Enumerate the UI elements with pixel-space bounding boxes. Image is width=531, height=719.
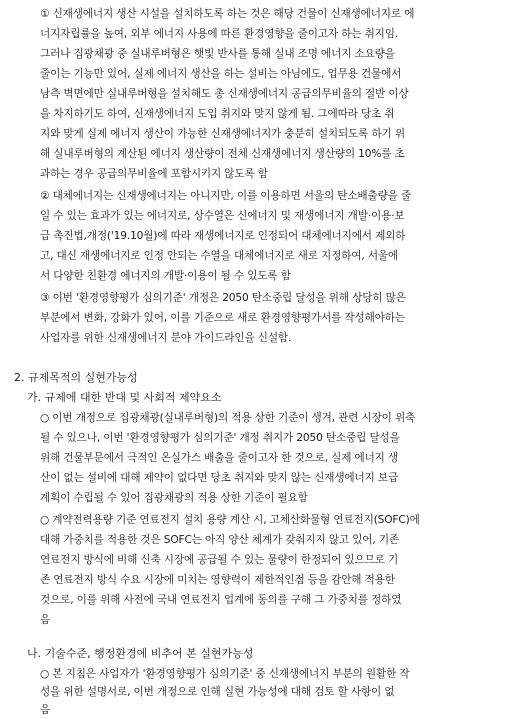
item1-line-2: 너지자립률을 높여, 외부 에너지 사용에 따른 환경영향을 줄이고자 하는 취지임. (40, 28, 399, 40)
item2-line-1: ② 대체에너지는 신재생에너지는 아니지만, 이를 이용하면 서울의 탄소배출량을 줄 (40, 190, 412, 202)
item1-line-8: 해 실내루버형의 계산된 에너지 생산량이 전체 신재생에너지 생산량의 10%를 초 (40, 148, 405, 160)
item3-line-1: ③ 이번 '환경영향평가 심의기준' 개정은 2050 탄소중립 달성을 위해 상당히 많은 (40, 292, 406, 304)
item3-line-3: 사업자를 위한 신재생에너지 분야 가이드라인을 신설함. (40, 332, 292, 344)
subsection-b-title: 나. 기술수준, 행정환경에 비추어 본 실현가능성 (27, 647, 254, 660)
sub-b-bullet1-line-1: ○ 본 지침은 사업자가 '환경영향평가 심의기준' 중 신재생에너지 부분의 원활한 작 (40, 668, 410, 680)
sub-b-bullet1-line-2: 성을 위한 설명서로, 이번 개정으로 인해 실현 가능성에 대해 검토 할 사항이 없 (40, 686, 395, 698)
sub-a-bullet2-line-3: 연료전지 방식에 비해 신축 시장에 공급될 수 있는 물량이 한정되어 있으므로 기 (40, 554, 399, 566)
item2-line-5: 서 다양한 친환경 에너지의 개발·이용이 될 수 있도록 함 (40, 270, 291, 282)
subsection-a-title: 가. 규제에 대한 반대 및 사회적 제약요소 (27, 391, 222, 404)
sub-a-bullet1-line-1: ○ 이번 개정으로 집광채광(실내루버형)의 적용 상한 기준이 생겨, 관련 시장이 위축 (40, 412, 416, 424)
item1-line-9: 과하는 경우 공급의무비율에 포함시키지 않도록 함 (40, 168, 268, 180)
sub-a-bullet2-line-5: 것으로, 이를 위해 사전에 국내 연료전지 업계에 동의를 구해 그 가중치를 정하였 (40, 594, 402, 606)
item1-line-5: 남측 벽면에만 실내루버형을 설치해도 총 신재생에너지 공급의무비율의 절반 이상 (40, 88, 409, 100)
item1-line-6: 을 차지하기도 하여, 신재생에너지 도입 취지와 맞지 않게 됨. 그에따라 당초 취 (40, 108, 395, 120)
item1-line-4: 줄이는 기능만 있어, 실제 에너지 생산을 하는 설비는 아님에도, 업무용 건물에서 (40, 68, 402, 80)
section2-title: 2. 규제목적의 실현가능성 (14, 371, 138, 384)
sub-a-bullet1-line-3: 위해 건물부문에서 극적인 온실가스 배출을 줄이고자 한 것으로, 실제 에너지 생 (40, 452, 399, 464)
sub-a-bullet1-line-4: 산이 없는 설비에 대해 제약이 없다면 당초 취지와 맞지 않는 신재생에너지 보급 (40, 472, 399, 484)
item2-line-3: 급 촉진법,개정('19.10월)에 따라 재생에너지로 인정되어 대체에너지에서 제외하 (40, 230, 406, 242)
item1-line-7: 지와 맞게 실제 에너지 생산이 가능한 신재생에너지가 충분히 설치되도록 하기 위 (40, 128, 405, 140)
sub-a-bullet1-line-2: 될 수 있으나, 이번 '환경영향평가 심의기준' 개정 취지가 2050 탄소중립 달성을 (40, 432, 400, 444)
sub-a-bullet2-line-1: ○ 계약전력용량 기준 연료전지 설치 용량 계산 시, 고체산화물형 연료전지(SOFC)에 (40, 514, 420, 526)
item2-line-2: 일 수 있는 효과가 있는 에너지로, 상수열은 신에너지 및 재생에너지 개발·이용·보 (40, 210, 405, 222)
sub-a-bullet2-line-6: 음 (40, 614, 51, 626)
item2-line-4: 고, 대신 재생에너지로 인정 안되는 수열을 대체에너지로 새로 지정하여, 서울에 (40, 250, 399, 262)
item1-line-3: 그러나 집광채광 중 실내루버형은 햇빛 반사를 통해 실내 조명 에너지 소요량을 (40, 48, 395, 60)
sub-a-bullet2-line-2: 대해 가중치를 적용한 것은 SOFC는 아직 양산 체계가 갖춰지지 않고 있어, 기존 (40, 534, 399, 546)
item3-line-2: 부분에서 변화, 강화가 있어, 이를 기준으로 새로 환경영향평가서를 작성해야하는 (40, 312, 405, 324)
sub-b-bullet1-line-3: 음 (40, 704, 51, 716)
sub-a-bullet2-line-4: 존 연료전지 방식 수요 시장에 미치는 영향력이 제한적인점 등을 감안해 적용한 (40, 574, 395, 586)
item1-line-1: ① 신재생에너지 생산 시설을 설치하도록 하는 것은 해당 건물이 신재생에너지로 에 (40, 8, 415, 20)
sub-a-bullet1-line-5: 계획이 수립될 수 있어 집광채광의 적용 상한 기준이 필요함 (40, 492, 308, 504)
